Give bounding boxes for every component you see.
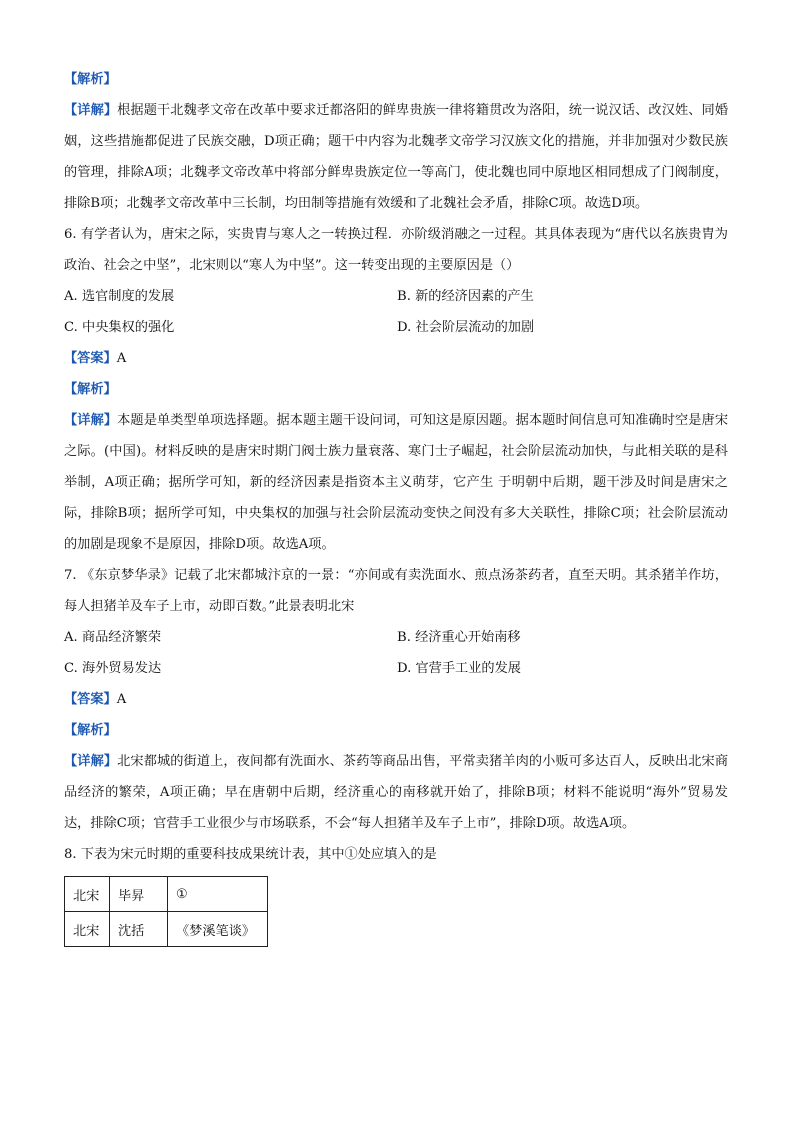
q7-stem: 7. 《东京梦华录》记载了北宋都城汴京的一景：“亦间或有卖洗面水、煎点汤茶药者，直至天明。其杀猪羊作坊，每人担猪羊及车子上市，动即百数。”此景表明北宋 (64, 568, 728, 614)
q7-options (64, 622, 728, 684)
option-b: B. 经济重心开始南移 (397, 630, 521, 645)
q5-detail (64, 95, 728, 219)
table-cell: 毕昇 (110, 877, 168, 912)
option-b: B. 新的经济因素的产生 (397, 289, 534, 304)
q6-stem: 6. 有学者认为，唐宋之际，实贵胄与寒人之一转换过程．亦阶级消融之一过程。其具体表现为“唐代以名族贵胄为政治、社会之中坚”，北宋则以“寒人为中坚”。这一转变出现的主要原因是（） (64, 227, 728, 273)
option-d: D. 社会阶层流动的加剧 (397, 320, 535, 335)
q7-answer (64, 684, 728, 715)
analysis-tag: 【解析】 (64, 72, 117, 87)
detail-text: 根据题干北魏孝文帝在改革中要求迁都洛阳的鲜卑贵族一律将籍贯改为洛阳，统一说汉话、改汉姓、同婚姻，这些措施都促进了民族交融，D项正确；题干中内容为北魏孝文帝学习汉族文化的措施，并非加强对少数民族的管理，排除A项；北魏孝文帝改革中将部分鲜卑贵族定位一等高门，使北魏也同中原地区相同想成了门阀制度，排除B项；北魏孝文帝改革中三长制，均田制等措施有效缓和了北魏社会矛盾，排除C项。故选D项。 (64, 103, 729, 211)
detail-text: 本题是单类型单项选择题。据本题主题干设问词，可知这是原因题。据本题时间信息可知准确时空是唐宋之际。(中国)。材料反映的是唐宋时期门阀士族力量衰落、寒门士子崛起，社会阶层流动加快，与此相关联的是科举制，A项正确；据所学可知，新的经济因素是指资本主义萌芽，它产生 于明朝中后期，题干涉及时间是唐宋之际，排除B项；据所学可知，中央集权的加强与社会阶层流动变快之间没有多大关联性，排除C项；社会阶层流动的加剧是现象不是原因，排除D项。故选A项。 (64, 413, 729, 552)
q8-stem: 8. 下表为宋元时期的重要科技成果统计表，其中①处应填入的是 (64, 847, 437, 862)
answer-value: A (116, 692, 127, 707)
q6-options (64, 281, 728, 343)
answer-value: A (116, 351, 127, 366)
answer-tag: 【答案】 (64, 692, 117, 707)
option-c: C. 海外贸易发达 (64, 661, 162, 676)
analysis-tag: 【解析】 (64, 382, 117, 397)
analysis-tag: 【解析】 (64, 723, 117, 738)
detail-tag: 【详解】 (64, 103, 118, 118)
table-cell: 沈括 (110, 912, 168, 947)
q6-analysis-heading (64, 374, 728, 405)
table-row (65, 912, 268, 947)
table-row (65, 877, 268, 912)
answer-tag: 【答案】 (64, 351, 117, 366)
detail-text: 北宋都城的街道上，夜间都有洗面水、茶药等商品出售，平常卖猪羊肉的小贩可多达百人，反映出北宋商品经济的繁荣，A项正确；早在唐朝中后期，经济重心的南移就开始了，排除B项；材料不能说明“海外”贸易发达，排除C项；官营手工业很少与市场联系，不会“每人担猪羊及车子上市”，排除D项。故选A项。 (64, 754, 729, 831)
q8-table (64, 876, 268, 947)
option-d: D. 官营手工业的发展 (397, 661, 521, 676)
table-cell: ① (168, 877, 268, 912)
q7-detail (64, 746, 728, 839)
table-cell: 北宋 (65, 877, 110, 912)
q7-analysis-heading (64, 715, 728, 746)
option-c: C. 中央集权的强化 (64, 320, 175, 335)
table-cell: 北宋 (65, 912, 110, 947)
table-cell: 《梦溪笔谈》 (168, 912, 268, 947)
q5-analysis-heading (64, 64, 728, 95)
detail-tag: 【详解】 (64, 754, 118, 769)
detail-tag: 【详解】 (64, 413, 118, 428)
document-page (64, 64, 728, 947)
option-a: A. 商品经济繁荣 (64, 630, 162, 645)
option-a: A. 选官制度的发展 (64, 289, 175, 304)
q6-answer (64, 343, 728, 374)
q6-detail (64, 405, 728, 560)
